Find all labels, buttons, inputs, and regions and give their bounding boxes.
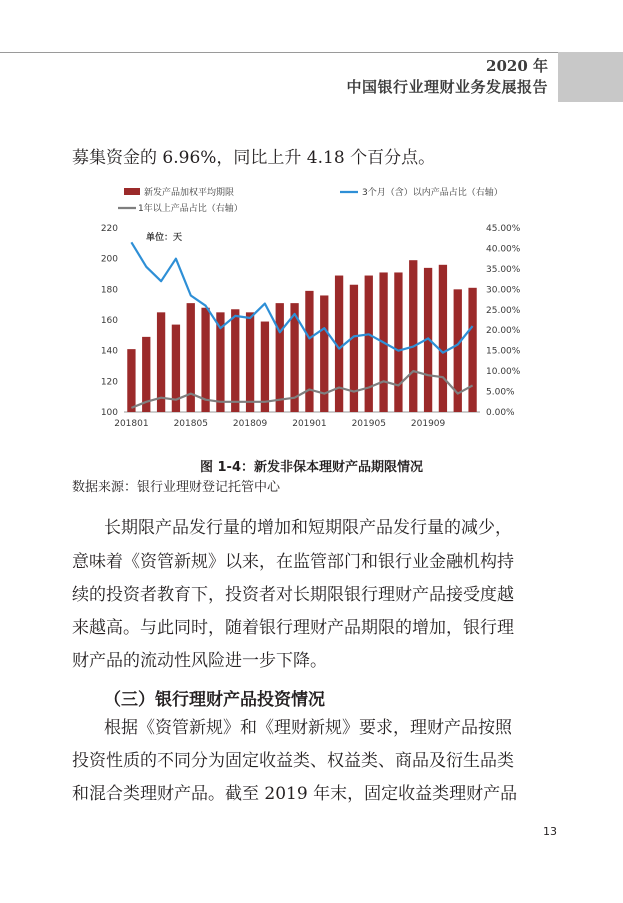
x-tick-label: 201905 — [351, 419, 386, 429]
para1-line-5: 财产品的流动性风险进一步下降。 — [72, 651, 327, 671]
intro-line: 募集资金的 6.96%，同比上升 4.18 个百分点。 — [72, 148, 436, 168]
bar-201809 — [246, 312, 254, 412]
y-right-tick-label: 25.00% — [486, 305, 521, 316]
series-line-long-term — [131, 371, 472, 408]
x-tick-label: 201801 — [114, 419, 149, 429]
bar-201908 — [409, 260, 417, 412]
y-right-tick-label: 20.00% — [486, 326, 521, 337]
legend-swatch-bar — [124, 188, 140, 195]
y-right-tick-label: 45.00% — [486, 224, 521, 234]
x-tick-label: 201809 — [232, 419, 268, 429]
para1-line-3: 续的投资者教育下，投资者对长期限银行理财产品接受度越 — [72, 585, 514, 605]
y-left-tick-label: 100 — [100, 408, 118, 418]
header-rule — [0, 52, 558, 53]
para1-line-1: 长期限产品发行量的增加和短期限产品发行量的减少， — [104, 518, 512, 538]
bar-201801 — [127, 349, 135, 412]
legend-label-long-term: 1年以上产品占比（右轴） — [138, 204, 243, 214]
x-tick-label: 201909 — [410, 419, 446, 429]
bar-201811 — [276, 303, 284, 412]
y-left-tick-label: 180 — [100, 285, 118, 296]
bar-201912 — [468, 288, 476, 412]
bar-201907 — [394, 272, 402, 412]
y-right-tick-label: 40.00% — [486, 244, 521, 255]
para1-line-2: 意味着《资管新规》以来，在监管部门和银行业金融机构持 — [72, 552, 514, 572]
legend-label-bar: 新发产品加权平均期限 — [144, 188, 235, 198]
y-left-tick-label: 120 — [100, 377, 118, 388]
header-title: 中国银行业理财业务发展报告 — [346, 78, 548, 96]
y-left-tick-label: 140 — [100, 346, 118, 357]
para2-line-3: 和混合类理财产品。截至 2019 年末，固定收益类理财产品 — [72, 784, 518, 804]
y-right-tick-label: 0.00% — [486, 408, 515, 418]
bar-201810 — [261, 322, 269, 412]
term-chart — [68, 182, 558, 440]
bar-201806 — [201, 308, 209, 412]
para2-line-2: 投资性质的不同分为固定收益类、权益类、商品及衍生品类 — [72, 751, 514, 771]
bar-201905 — [365, 276, 373, 412]
y-right-tick-label: 35.00% — [486, 264, 521, 275]
section-heading: （三）银行理财产品投资情况 — [104, 690, 325, 710]
bar-201901 — [305, 291, 313, 412]
para2-line-1: 根据《资管新规》和《理财新规》要求，理财产品按照 — [104, 718, 512, 738]
x-tick-label: 201901 — [292, 419, 327, 429]
header-year: 2020 年 — [486, 57, 548, 75]
bar-201910 — [439, 265, 447, 412]
para1-line-4: 来越高。与此同时，随着银行理财产品期限的增加，银行理 — [72, 618, 514, 638]
y-left-tick-label: 200 — [100, 254, 118, 265]
bar-201808 — [231, 309, 239, 412]
header-corner-block — [558, 52, 623, 102]
page-number: 13 — [543, 825, 557, 838]
y-right-tick-label: 10.00% — [486, 367, 521, 378]
y-right-tick-label: 15.00% — [486, 346, 521, 357]
series-line-short-term — [131, 242, 472, 352]
y-left-tick-label: 220 — [100, 224, 118, 234]
figure-caption: 图 1-4：新发非保本理财产品期限情况 — [199, 460, 423, 475]
y-left-tick-label: 160 — [100, 316, 118, 326]
y-right-tick-label: 5.00% — [486, 387, 515, 398]
figure-source: 数据来源：银行业理财登记托管中心 — [72, 480, 281, 495]
x-tick-label: 201805 — [173, 419, 208, 429]
y-right-tick-label: 30.00% — [486, 285, 521, 296]
bar-201904 — [350, 285, 358, 412]
unit-label: 单位：天 — [146, 233, 183, 243]
legend-label-short-term: 3个月（含）以内产品占比（右轴） — [362, 188, 503, 198]
